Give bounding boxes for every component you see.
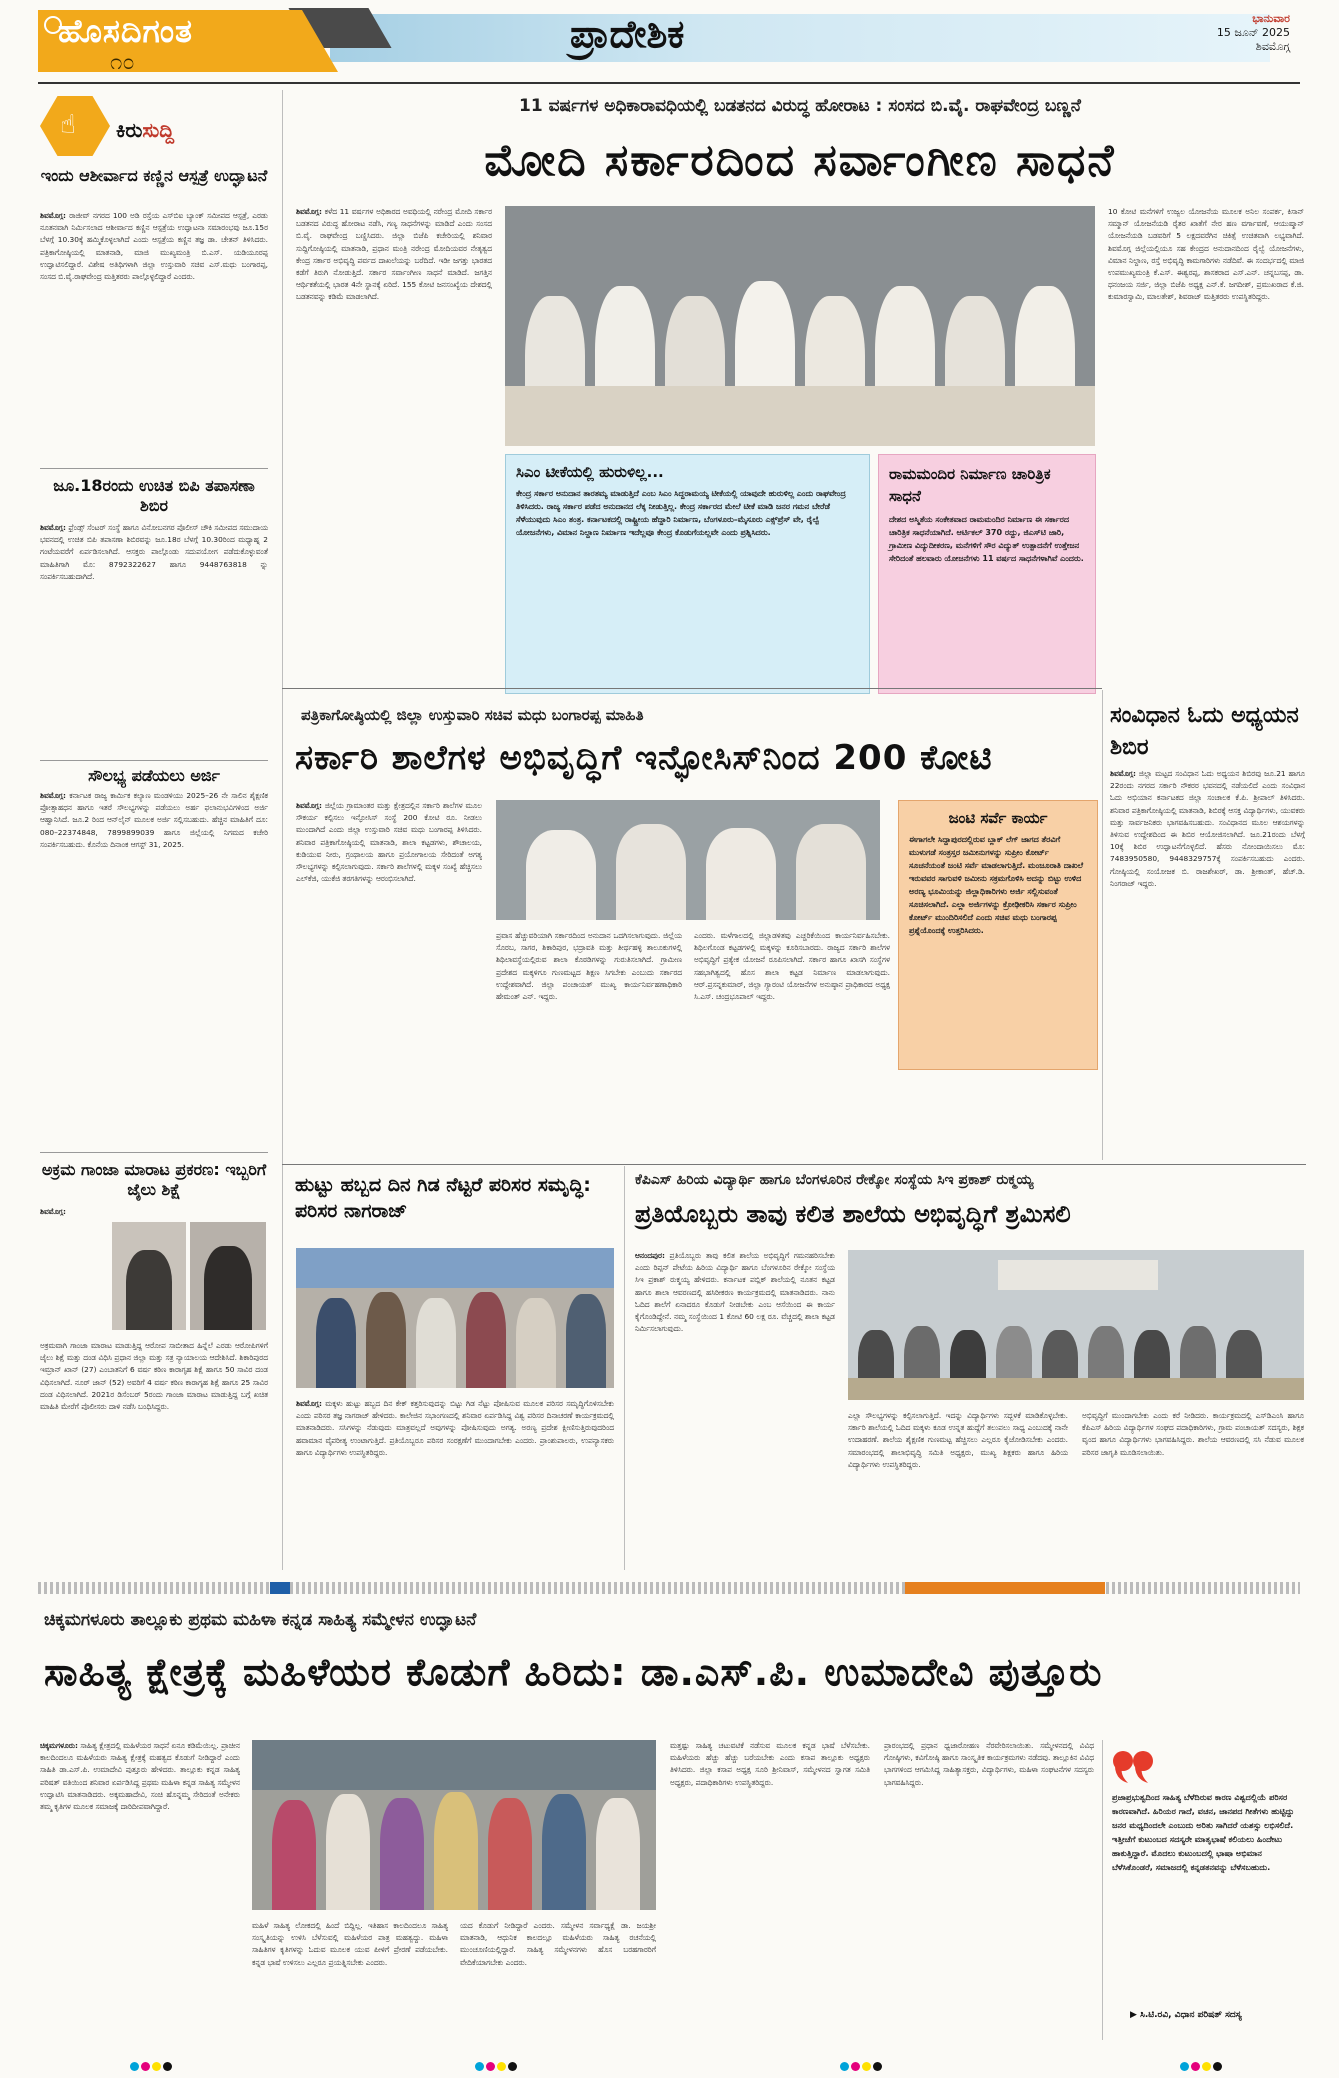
accused-photo-1 xyxy=(112,1222,186,1330)
divider xyxy=(40,468,268,469)
story-body-cont: 10 ಕೋಟಿ ಮನೆಗಳಿಗೆ ಉಜ್ವಲ ಯೋಜನೆಯ ಮೂಲಕ ಅನಿಲ ಸಂಪರ್ಕ, ಕಿಸಾನ್ ಸಮ್ಮಾನ್ ಯೋಜನೆಯಡಿ ರೈತರ ಖಾತೆಗೆ ನೇರ ಹಣ ವರ್ಗಾವಣೆ, ಆಯುಷ್ಮಾನ್ ಯೋಜನೆಯಡಿ ಬಡವರಿಗೆ 5 ಲಕ್ಷದವರೆಗಿನ ಚಿಕಿತ್ಸೆ ಉಚಿತವಾಗಿ ಲಭ್ಯವಾಗಿದೆ. ಶಿವಮೊಗ್ಗ ಜಿಲ್ಲೆಯಲ್ಲಿಯೂ ಸಹ ಕೇಂದ್ರದ ಅನುದಾನದಿಂದ ರೈಲ್ವೆ ಯೋಜನೆಗಳು, ವಿಮಾನ ನಿಲ್ದಾಣ, ರಸ್ತೆ ಅಭಿವೃದ್ಧಿ ಕಾಮಗಾರಿಗಳು ನಡೆದಿವೆ. ಈ ಸಂದರ್ಭದಲ್ಲಿ ಮಾಜಿ ಉಪಮುಖ್ಯಮಂತ್ರಿ ಕೆ.ಎಸ್. ಈಶ್ವರಪ್ಪ, ಶಾಸಕರಾದ ಎಸ್.ಎನ್. ಚನ್ನಬಸಪ್ಪ, ಡಾ. ಧನಂಜಯ ಸರ್ಜಿ, ಜಿಲ್ಲಾ ಬಿಜೆಪಿ ಅಧ್ಯಕ್ಷ ಎನ್.ಕೆ. ಜಗದೀಶ್, ಪ್ರಮುಖರಾದ ಕೆ.ಜಿ. ಕುಮಾರಸ್ವಾಮಿ, ಮಾಲತೇಶ್, ಶಿವರಾಜ್ ಮತ್ತಿತರರು ಉಪಸ್ಥಿತರಿದ್ದರು. xyxy=(1108,207,1304,302)
issue-day: ಭಾನುವಾರ xyxy=(1252,12,1290,25)
brief-text: ಅಕ್ರಮವಾಗಿ ಗಾಂಜಾ ಮಾರಾಟ ಮಾಡುತ್ತಿದ್ದ ಆರೋಪ ಸಾಬೀತಾದ ಹಿನ್ನೆಲೆ ಎರಡು ಆರೋಪಿಗಳಿಗೆ ಜೈಲು ಶಿಕ್ಷೆ ಮತ್ತು ದಂಡ ವಿಧಿಸಿ ಪ್ರಧಾನ ಜಿಲ್ಲಾ ಮತ್ತು ಸತ್ರ ನ್ಯಾಯಾಲಯ ಆದೇಶಿಸಿದೆ. ಶಿಕಾರಿಪುರದ ಇಮ್ರಾನ್ ಖಾನ್ (27) ಎಂಬಾತನಿಗೆ 6 ವರ್ಷ ಕಠಿಣ ಕಾರಾಗೃಹ ಶಿಕ್ಷೆ ಹಾಗೂ 50 ಸಾವಿರ ದಂಡ ವಿಧಿಸಲಾಗಿದೆ. ನೂರ್ ಜಾನ್ (52) ಅವರಿಗೆ 4 ವರ್ಷ ಕಠಿಣ ಕಾರಾಗೃಹ ಶಿಕ್ಷೆ ಹಾಗೂ 25 ಸಾವಿರ ದಂಡ ವಿಧಿಸಲಾಗಿದೆ. 2021ರ ಡಿಸೆಂಬರ್ 5ರಂದು ಗಾಂಜಾ ಮಾರಾಟ ಮಾಡುತ್ತಿದ್ದ ಬಗ್ಗೆ ಖಚಿತ ಮಾಹಿತಿ ಮೇರೆಗೆ ಪೊಲೀಸರು ದಾಳಿ ನಡೆಸಿ ಬಂಧಿಸಿದ್ದರು. xyxy=(40,1341,268,1412)
story-headline: ಸಂವಿಧಾನ ಓದು ಅಧ್ಯಯನ ಶಿಬಿರ xyxy=(1110,703,1299,760)
brief-text: ಫ್ರೆಂಡ್ಸ್ ಸೆಂಟರ್ ಸಂಸ್ಥೆ ಹಾಗೂ ವಿನೋಬನಗರ ಪೊಲೀಸ್ ಚೌಕಿ ಸಮೀಪದ ಸಮುದಾಯ ಭವನದಲ್ಲಿ ಉಚಿತ ಬಿಪಿ ತಪಾಸಣಾ ಶಿಬಿರವನ್ನು ಜೂ.18ರ ಬೆಳಗ್ಗೆ 10.30ರಿಂದ ಮಧ್ಯಾಹ್ನ 2 ಗಂಟೆಯವರೆಗೆ ಏರ್ಪಡಿಸಲಾಗಿದೆ. ಆಸಕ್ತರು ಪಾಲ್ಗೊಂಡು ಸದುಪಯೋಗ ಪಡೆದುಕೊಳ್ಳುವಂತೆ ಮಾಹಿತಿಗಾಗಿ ಮೊ: 8792322627 ಹಾಗೂ 9448763818 ನ್ನು ಸಂಪರ್ಕಿಸಬಹುದಾಗಿದೆ. xyxy=(40,523,268,581)
separator-accent-blue xyxy=(270,1582,290,1594)
brief-dateline: ಶಿವಮೊಗ್ಗ: xyxy=(40,211,66,220)
story-body xyxy=(40,1740,240,2040)
divider xyxy=(282,688,1102,689)
separator-accent-orange xyxy=(905,1582,1105,1594)
story-headline: ಹುಟ್ಟು ಹಬ್ಬದ ದಿನ ಗಿಡ ನೆಟ್ಟರೆ ಪರಿಸರ ಸಮೃದ್ಧಿ: ಪರಿಸರ ನಾಗರಾಜ್ xyxy=(295,1174,591,1222)
story-text: ಸಾಹಿತ್ಯ ಕ್ಷೇತ್ರದಲ್ಲಿ ಮಹಿಳೆಯರ ಸಾಧನೆ ಏನೂ ಕಡಿಮೆಯಿಲ್ಲ. ಪ್ರಾಚೀನ ಕಾಲದಿಂದಲೂ ಮಹಿಳೆಯರು ಸಾಹಿತ್ಯ ಕ್ಷೇತ್ರಕ್ಕೆ ಮಹತ್ವದ ಕೊಡುಗೆ ನೀಡಿದ್ದಾರೆ ಎಂದು ಸಾಹಿತಿ ಡಾ.ಎಸ್.ಪಿ. ಉಮಾದೇವಿ ಪುತ್ತೂರು ಹೇಳಿದರು. ತಾಲ್ಲೂಕು ಕನ್ನಡ ಸಾಹಿತ್ಯ ಪರಿಷತ್ ವತಿಯಿಂದ ಶನಿವಾರ ಏರ್ಪಡಿಸಿದ್ದ ಪ್ರಥಮ ಮಹಿಳಾ ಕನ್ನಡ ಸಾಹಿತ್ಯ ಸಮ್ಮೇಳನ ಉದ್ಘಾಟಿಸಿ ಮಾತನಾಡಿದರು. ಅಕ್ಕಮಹಾದೇವಿ, ಸಂಚಿ ಹೊನ್ನಮ್ಮ ಸೇರಿದಂತೆ ಅನೇಕರು ತಮ್ಮ ಕೃತಿಗಳ ಮೂಲಕ ಸಮಾಜಕ್ಕೆ ದಾರಿದೀಪವಾಗಿದ್ದಾರೆ. xyxy=(40,1741,240,1812)
story-text: ಜಿಲ್ಲೆಯ ಗ್ರಾಮಾಂತರ ಮತ್ತು ಕ್ಷೇತ್ರದಲ್ಲಿನ ಸರ್ಕಾರಿ ಶಾಲೆಗಳ ಮೂಲ ಸೌಕರ್ಯ ಕಲ್ಪಿಸಲು ಇನ್ಫೋಸಿಸ್ ಸಂಸ್ಥೆ 200 ಕೋಟಿ ರೂ. ನೀಡಲು ಮುಂದಾಗಿದೆ ಎಂದು ಜಿಲ್ಲಾ ಉಸ್ತುವಾರಿ ಸಚಿವ ಮಧು ಬಂಗಾರಪ್ಪ ತಿಳಿಸಿದರು. ಶನಿವಾರ ಪತ್ರಿಕಾಗೋಷ್ಠಿಯಲ್ಲಿ ಮಾತನಾಡಿ, ಶಾಲಾ ಕಟ್ಟಡಗಳು, ಶೌಚಾಲಯ, ಕುಡಿಯುವ ನೀರು, ಗ್ರಂಥಾಲಯ ಹಾಗೂ ಪ್ರಯೋಗಾಲಯ ಸೇರಿದಂತೆ ಅಗತ್ಯ ಸೌಲಭ್ಯಗಳನ್ನು ಕಲ್ಪಿಸಲಾಗುವುದು. ಸರ್ಕಾರಿ ಶಾಲೆಗಳಲ್ಲಿ ಮಕ್ಕಳ ಸಂಖ್ಯೆ ಹೆಚ್ಚಿಸಲು ಎಲ್‌ಕೆಜಿ, ಯುಕೆಜಿ ತರಗತಿಗಳನ್ನು ಆರಂಭಿಸಲಾಗಿದೆ. xyxy=(296,801,482,884)
story-dateline: ಶಿವಮೊಗ್ಗ: xyxy=(296,207,322,216)
story-body xyxy=(296,1398,614,1564)
story-headline: ಸರ್ಕಾರಿ ಶಾಲೆಗಳ ಅಭಿವೃದ್ಧಿಗೆ ಇನ್ಫೋಸಿಸ್‌ನಿಂದ 200 ಕೋಟಿ xyxy=(295,738,993,778)
story-kicker: ಚಿಕ್ಕಮಗಳೂರು ತಾಲ್ಲೂಕು ಪ್ರಥಮ ಮಹಿಳಾ ಕನ್ನಡ ಸಾಹಿತ್ಯ ಸಮ್ಮೇಳನ ಉದ್ಘಾಟನೆ xyxy=(44,1610,477,1630)
divider xyxy=(40,1152,268,1153)
box-title: ಸಿಎಂ ಟೀಕೆಯಲ್ಲಿ ಹುರುಳಿಲ್ಲ... xyxy=(516,463,664,481)
issue-date: 15 ಜೂನ್ 2025 xyxy=(1216,26,1290,39)
brief-headline: ಜೂ.18ರಂದು ಉಚಿತ ಬಿಪಿ ತಪಾಸಣಾ ಶಿಬಿರ xyxy=(53,476,255,515)
sidebar-box-survey xyxy=(898,800,1098,1070)
story-body: ಪ್ರಾರಂಭದಲ್ಲಿ ಪ್ರಧಾನ ಧ್ವಜಾರೋಹಣ ನೆರವೇರಿಸಲಾಯಿತು. ಸಮ್ಮೇಳನದಲ್ಲಿ ವಿವಿಧ ಗೋಷ್ಠಿಗಳು, ಕವಿಗೋಷ್ಠಿ ಹಾಗೂ ಸಾಂಸ್ಕೃತಿಕ ಕಾರ್ಯಕ್ರಮಗಳು ನಡೆದವು. ತಾಲ್ಲೂಕಿನ ವಿವಿಧ ಭಾಗಗಳಿಂದ ಆಗಮಿಸಿದ್ದ ಸಾಹಿತ್ಯಾಸಕ್ತರು, ವಿದ್ಯಾರ್ಥಿಗಳು, ಮಹಿಳಾ ಸಂಘಟನೆಗಳ ಸದಸ್ಯರು ಭಾಗವಹಿಸಿದ್ದರು. xyxy=(884,1741,1094,1787)
story-text: ಮಕ್ಕಳು ಹುಟ್ಟು ಹಬ್ಬದ ದಿನ ಕೇಕ್ ಕತ್ತರಿಸುವುದನ್ನು ಬಿಟ್ಟು ಗಿಡ ನೆಟ್ಟು ಪೋಷಿಸುವ ಮೂಲಕ ಪರಿಸರ ಸಮೃದ್ಧಿಗೊಳಿಸಬೇಕು ಎಂದು ಪರಿಸರ ತಜ್ಞ ನಾಗರಾಜ್ ಹೇಳಿದರು. ಕಾಲೇಜಿನ ಸಭಾಂಗಣದಲ್ಲಿ ಶನಿವಾರ ಏರ್ಪಡಿಸಿದ್ದ ವಿಶ್ವ ಪರಿಸರ ದಿನಾಚರಣೆ ಕಾರ್ಯಕ್ರಮದಲ್ಲಿ ಮಾತನಾಡಿದರು. ಸಸಿಗಳನ್ನು ನೆಡುವುದು ಮಾತ್ರವಲ್ಲದೆ ಅವುಗಳನ್ನು ಪೋಷಿಸುವುದು ಅಗತ್ಯ. ಅರಣ್ಯ ಪ್ರದೇಶ ಕ್ಷೀಣಿಸುತ್ತಿರುವುದರಿಂದ ಹವಾಮಾನ ವೈಪರೀತ್ಯ ಉಂಟಾಗುತ್ತಿದೆ. ಪ್ರತಿಯೊಬ್ಬರೂ ಪರಿಸರ ಸಂರಕ್ಷಣೆಗೆ ಮುಂದಾಗಬೇಕು ಎಂದರು. ಪ್ರಾಂಶುಪಾಲರು, ಉಪನ್ಯಾಸಕರು ಹಾಗೂ ವಿದ್ಯಾರ್ಥಿಗಳು ಉಪಸ್ಥಿತರಿದ್ದರು. xyxy=(296,1399,614,1457)
brief-headline: ಸೌಲಭ್ಯ ಪಡೆಯಲು ಅರ್ಜಿ xyxy=(88,766,220,785)
column-divider xyxy=(282,90,283,1570)
story-headline: ಪ್ರತಿಯೊಬ್ಬರು ತಾವು ಕಲಿತ ಶಾಲೆಯ ಅಭಿವೃದ್ಧಿಗೆ ಶ್ರಮಿಸಲಿ xyxy=(635,1200,1071,1228)
hand-icon: ☝ xyxy=(60,110,76,140)
box-text: ದೇಶದ ಅಸ್ಮಿತೆಯ ಸಂಕೇತವಾದ ರಾಮಮಂದಿರ ನಿರ್ಮಾಣ ಈ ಸರ್ಕಾರದ ಚಾರಿತ್ರಿಕ ಸಾಧನೆಯಾಗಿದೆ. ಆರ್ಟಿಕಲ್ 370 ರದ್ದು, ಜಿಎಸ್‌ಟಿ ಜಾರಿ, ಗ್ರಾಮೀಣ ವಿದ್ಯುದೀಕರಣ, ಮನೆಗಳಿಗೆ ಸೌರ ವಿದ್ಯುತ್ ಉತ್ಪಾದನೆಗೆ ಉತ್ತೇಜನ ಸೇರಿದಂತೆ ಹಲವಾರು ಯೋಜನೆಗಳು 11 ವರ್ಷದ ಸಾಧನೆಗಳಾಗಿವೆ ಎಂದರು. xyxy=(889,515,1084,563)
story-text: ಕಳೆದ 11 ವರ್ಷಗಳ ಅಧಿಕಾರದ ಅವಧಿಯಲ್ಲಿ ನರೇಂದ್ರ ಮೋದಿ ಸರ್ಕಾರ ಬಡತನದ ವಿರುದ್ಧ ಹೋರಾಟ ನಡೆಸಿ, ಗಣ್ಯ ಸಾಧನೆಗಳನ್ನು ಮಾಡಿದೆ ಎಂದು ಸಂಸದ ಬಿ.ವೈ. ರಾಘವೇಂದ್ರ ಬಣ್ಣಿಸಿದರು. ಜಿಲ್ಲಾ ಬಿಜೆಪಿ ಕಚೇರಿಯಲ್ಲಿ ಶನಿವಾರ ಸುದ್ದಿಗೋಷ್ಠಿಯಲ್ಲಿ ಮಾತನಾಡಿ, ಪ್ರಧಾನ ಮಂತ್ರಿ ನರೇಂದ್ರ ಮೋದಿಯವರ ನೇತೃತ್ವದ ಕೇಂದ್ರ ಸರ್ಕಾರ ಅಭಿವೃದ್ಧಿ ಪರ್ವದ ದಾಖಲೆಯನ್ನು ಬರೆದಿದೆ. ಇಡೀ ಜಗತ್ತು ಭಾರತದ ಕಡೆಗೆ ತಿರುಗಿ ನೋಡುತ್ತಿದೆ. ಸರ್ಕಾರ ಸರ್ವಾಂಗೀಣ ಸಾಧನೆ ಮಾಡಿದೆ. ಜಗತ್ತಿನ ಆರ್ಥಿಕತೆಯಲ್ಲಿ ಭಾರತ 4ನೇ ಸ್ಥಾನಕ್ಕೆ ಏರಿದೆ. 155 ಕೋಟಿ ಜನಸಂಖ್ಯೆಯ ದೇಶದಲ್ಲಿ ಬಡತನವನ್ನು ಕಡಿಮೆ ಮಾಡಲಾಗಿದೆ. xyxy=(296,207,492,302)
registration-marks xyxy=(1180,2062,1222,2071)
brief-dateline: ಶಿವಮೊಗ್ಗ: xyxy=(40,523,66,532)
story-body: ಪ್ರವಾಸ ಹೆಚ್ಚುವರಿಯಾಗಿ ಸರ್ಕಾರದಿಂದ ಅನುದಾನ ಒದಗಿಸಲಾಗುವುದು. ಜಿಲ್ಲೆಯ ಸೊರಬ, ಸಾಗರ, ಶಿಕಾರಿಪುರ, ಭದ್ರಾವತಿ ಮತ್ತು ತೀರ್ಥಹಳ್ಳಿ ತಾಲೂಕುಗಳಲ್ಲಿ ಶಿಥಿಲಾವಸ್ಥೆಯಲ್ಲಿರುವ ಶಾಲಾ ಕೊಠಡಿಗಳನ್ನು ಗುರುತಿಸಲಾಗಿದೆ. ಗ್ರಾಮೀಣ ಪ್ರದೇಶದ ಮಕ್ಕಳಿಗೂ ಗುಣಮಟ್ಟದ ಶಿಕ್ಷಣ ಸಿಗಬೇಕು ಎಂಬುದು ಸರ್ಕಾರದ ಉದ್ದೇಶವಾಗಿದೆ. ಜಿಲ್ಲಾ ಪಂಚಾಯತ್ ಮುಖ್ಯ ಕಾರ್ಯನಿರ್ವಹಣಾಧಿಕಾರಿ ಹೇಮಂತ್ ಎನ್. ಇದ್ದರು. xyxy=(496,931,682,1002)
registration-marks xyxy=(130,2062,172,2071)
issue-city: ಶಿವಮೊಗ್ಗ xyxy=(1255,40,1290,53)
registration-marks xyxy=(475,2062,517,2071)
arrow-icon: ▶ xyxy=(1130,2010,1137,2020)
box-title: ರಾಮಮಂದಿರ ನಿರ್ಮಾಣ ಚಾರಿತ್ರಿಕ ಸಾಧನೆ xyxy=(889,465,1051,505)
brief-body xyxy=(40,522,268,752)
story-dateline: ಶಿವಮೊಗ್ಗ: xyxy=(296,1399,322,1408)
column-divider xyxy=(624,1166,625,1570)
story-dateline: ಶಿವಮೊಗ್ಗ: xyxy=(1110,769,1136,778)
masthead-rule xyxy=(38,82,1300,84)
sidebar-box-ram xyxy=(878,454,1096,694)
dateline-box xyxy=(1150,12,1290,54)
brief-dateline: ಶಿವಮೊಗ್ಗ: xyxy=(40,1207,66,1216)
story-kicker: ಪತ್ರಿಕಾಗೋಷ್ಠಿಯಲ್ಲಿ ಜಿಲ್ಲಾ ಉಸ್ತುವಾರಿ ಸಚಿವ ಮಧು ಬಂಗಾರಪ್ಪ ಮಾಹಿತಿ xyxy=(301,706,644,724)
story-body: ಎಂದರು. ಮಳೆಗಾಲದಲ್ಲಿ ಜಿಲ್ಲಾಡಳಿತವು ಎಚ್ಚರಿಕೆಯಿಂದ ಕಾರ್ಯನಿರ್ವಹಿಸಬೇಕು. ಶಿಥಿಲಗೊಂಡ ಕಟ್ಟಡಗಳಲ್ಲಿ ಮಕ್ಕಳನ್ನು ಕೂರಿಸಬಾರದು. ರಾಜ್ಯದ ಸರ್ಕಾರಿ ಶಾಲೆಗಳ ಅಭಿವೃದ್ಧಿಗೆ ಪ್ರತ್ಯೇಕ ಯೋಜನೆ ರೂಪಿಸಲಾಗಿದೆ. ಸರ್ಕಾರ ಹಾಗೂ ಖಾಸಗಿ ಸಂಸ್ಥೆಗಳ ಸಹಭಾಗಿತ್ವದಲ್ಲಿ ಹೊಸ ಶಾಲಾ ಕಟ್ಟಡ ನಿರ್ಮಾಣ ಮಾಡಲಾಗುವುದು. ಆರ್.ಪ್ರಸನ್ನಕುಮಾರ್, ಜಿಲ್ಲಾ ಗ್ಯಾರಂಟಿ ಯೋಜನೆಗಳ ಅನುಷ್ಠಾನ ಪ್ರಾಧಿಕಾರದ ಅಧ್ಯಕ್ಷ ಸಿ.ಎಸ್. ಚಂದ್ರಭೂಪಾಲ್ ಇದ್ದರು. xyxy=(694,931,890,1002)
brief-headline: ಅಕ್ರಮ ಗಾಂಜಾ ಮಾರಾಟ ಪ್ರಕರಣ: ಇಬ್ಬರಿಗೆ ಜೈಲು ಶಿಕ್ಷೆ xyxy=(41,1160,267,1199)
story-body xyxy=(635,1250,835,1566)
story-body: ಮತ್ತಷ್ಟು ಸಾಹಿತ್ಯ ಚಟುವಟಿಕೆ ನಡೆಸುವ ಮೂಲಕ ಕನ್ನಡ ಭಾಷೆ ಬೆಳೆಸಬೇಕು. ಮಹಿಳೆಯರು ಹೆಚ್ಚು ಹೆಚ್ಚು ಬರೆಯಬೇಕು ಎಂದು ಕಸಾಪ ತಾಲ್ಲೂಕು ಅಧ್ಯಕ್ಷರು ತಿಳಿಸಿದರು. ಜಿಲ್ಲಾ ಕಸಾಪ ಅಧ್ಯಕ್ಷ ಸೂರಿ ಶ್ರೀನಿವಾಸ್, ಸಮ್ಮೇಳನದ ಸ್ವಾಗತ ಸಮಿತಿ ಅಧ್ಯಕ್ಷರು, ಪದಾಧಿಕಾರಿಗಳು ಉಪಸ್ಥಿತರಿದ್ದರು. xyxy=(670,1741,870,1787)
story-body: ಮಹಿಳೆ ಸಾಹಿತ್ಯ ಲೋಕದಲ್ಲಿ ಹಿಂದೆ ಬಿದ್ದಿಲ್ಲ. ಇತಿಹಾಸ ಕಾಲದಿಂದಲೂ ಸಾಹಿತ್ಯ ಸಂಸ್ಕೃತಿಯನ್ನು ಉಳಿಸಿ ಬೆಳೆಸುವಲ್ಲಿ ಮಹಿಳೆಯರ ಪಾತ್ರ ಮಹತ್ವದ್ದು. ಮಹಿಳಾ ಸಾಹಿತಿಗಳ ಕೃತಿಗಳನ್ನು ಓದುವ ಮೂಲಕ ಯುವ ಪೀಳಿಗೆ ಪ್ರೇರಣೆ ಪಡೆಯಬೇಕು. ಕನ್ನಡ ಭಾಷೆ ಉಳಿಸಲು ಎಲ್ಲರೂ ಪ್ರಯತ್ನಿಸಬೇಕು ಎಂದರು. xyxy=(252,1921,448,1967)
brief-body xyxy=(40,1206,108,1336)
story-body: ಎಲ್ಲಾ ಸೌಲಭ್ಯಗಳನ್ನು ಕಲ್ಪಿಸಲಾಗುತ್ತಿದೆ. ಇದನ್ನು ವಿದ್ಯಾರ್ಥಿಗಳು ಸದ್ಬಳಕೆ ಮಾಡಿಕೊಳ್ಳಬೇಕು. ಸರ್ಕಾರಿ ಶಾಲೆಯಲ್ಲಿ ಓದಿದ ಮಕ್ಕಳು ಕೂಡ ಉನ್ನತ ಹುದ್ದೆಗೆ ತಲುಪಲು ಸಾಧ್ಯ ಎಂಬುದಕ್ಕೆ ನಾನೇ ಉದಾಹರಣೆ. ಶಾಲೆಯ ಶೈಕ್ಷಣಿಕ ಗುಣಮಟ್ಟ ಹೆಚ್ಚಿಸಲು ಎಲ್ಲರೂ ಕೈಜೋಡಿಸಬೇಕು ಎಂದರು. ಸಮಾರಂಭದಲ್ಲಿ ಶಾಲಾಭಿವೃದ್ಧಿ ಸಮಿತಿ ಅಧ್ಯಕ್ಷರು, ಮುಖ್ಯ ಶಿಕ್ಷಕರು ಹಾಗೂ ಹಿರಿಯ ವಿದ್ಯಾರ್ಥಿಗಳು ಉಪಸ್ಥಿತರಿದ್ದರು. xyxy=(848,1411,1068,1469)
suddi-label: ಸುದ್ದಿ xyxy=(142,118,175,142)
school-event-photo xyxy=(848,1250,1304,1400)
minister-press-photo xyxy=(496,800,880,920)
brief-dateline: ಶಿವಮೊಗ್ಗ: xyxy=(40,791,66,800)
story-headline: ಸಾಹಿತ್ಯ ಕ್ಷೇತ್ರಕ್ಕೆ ಮಹಿಳೆಯರ ಕೊಡುಗೆ ಹಿರಿದು: ಡಾ.ಎಸ್.ಪಿ. ಉಮಾದೇವಿ ಪುತ್ತೂರು xyxy=(44,1650,1103,1694)
story-text: ಜಿಲ್ಲಾ ಮಟ್ಟದ ಸಂವಿಧಾನ ಓದು ಅಧ್ಯಯನ ಶಿಬಿರವು ಜೂ.21 ಹಾಗೂ 22ರಂದು ನಗರದ ಸರ್ಕಾರಿ ನೌಕರರ ಭವನದಲ್ಲಿ ನಡೆಯಲಿದೆ ಎಂದು ಸಂವಿಧಾನ ಓದು ಅಭಿಯಾನ ಕರ್ನಾಟಕದ ಜಿಲ್ಲಾ ಸಂಚಾಲಕ ಕೆ.ಪಿ. ಶ್ರೀಪಾಲ್ ತಿಳಿಸಿದರು. ಶನಿವಾರ ಪತ್ರಿಕಾಗೋಷ್ಠಿಯಲ್ಲಿ ಮಾತನಾಡಿ, ಶಿಬಿರಕ್ಕೆ ಆಸಕ್ತ ವಿದ್ಯಾರ್ಥಿಗಳು, ಯುವಕರು ಮತ್ತು ಸಾರ್ವಜನಿಕರು ಭಾಗವಹಿಸಬಹುದು. ಸಂವಿಧಾನದ ಮೂಲ ಆಶಯಗಳನ್ನು ತಿಳಿಸುವ ಉದ್ದೇಶದಿಂದ ಈ ಶಿಬಿರ ಆಯೋಜಿಸಲಾಗಿದೆ. ಜೂ.21ರಂದು ಬೆಳಗ್ಗೆ 10ಕ್ಕೆ ಶಿಬಿರ ಉದ್ಘಾಟನೆಗೊಳ್ಳಲಿದೆ. ಹೆಸರು ನೋಂದಾಯಿಸಲು ಮೊ: 7483950580, 9448329757ಕ್ಕೆ ಸಂಪರ್ಕಿಸಬಹುದು ಎಂದರು. ಗೋಷ್ಠಿಯಲ್ಲಿ ಸಂಯೋಜಕ ಬಿ. ರಾಜಶೇಖರ್, ಡಾ. ಶ್ರೀಕಾಂತ್, ಹೆಚ್.ಡಿ. ನಿಂಗರಾಜ್ ಇದ್ದರು. xyxy=(1110,769,1305,888)
story-body: ಯದ ಕೊಡುಗೆ ನೀಡಿದ್ದಾರೆ ಎಂದರು. ಸಮ್ಮೇಳನ ಸರ್ವಾಧ್ಯಕ್ಷೆ ಡಾ. ಜಯಶ್ರೀ ಮಾತನಾಡಿ, ಆಧುನಿಕ ಕಾಲದಲ್ಲೂ ಮಹಿಳೆಯರು ಸಾಹಿತ್ಯ ರಚನೆಯಲ್ಲಿ ಮುಂಚೂಣಿಯಲ್ಲಿದ್ದಾರೆ. ಸಾಹಿತ್ಯ ಸಮ್ಮೇಳನಗಳು ಹೊಸ ಬರಹಗಾರರಿಗೆ ವೇದಿಕೆಯಾಗಬೇಕು ಎಂದರು. xyxy=(460,1921,656,1967)
kiru-label: ಕಿರು xyxy=(116,118,143,142)
box-title: ಜಂಟಿ ಸರ್ವೆ ಕಾರ್ಯ xyxy=(948,809,1048,827)
column-divider xyxy=(1102,1740,1103,2040)
accused-photo-2 xyxy=(190,1222,266,1330)
box-text: ಕೇಂದ್ರ ಸರ್ಕಾರ ಅನುದಾನ ತಾರತಮ್ಯ ಮಾಡುತ್ತಿದೆ ಎಂಬ ಸಿಎಂ ಸಿದ್ದರಾಮಯ್ಯ ಟೀಕೆಯಲ್ಲಿ ಯಾವುದೇ ಹುರುಳಿಲ್ಲ ಎಂದು ರಾಘವೇಂದ್ರ ತಿಳಿಸಿದರು. ರಾಜ್ಯ ಸರ್ಕಾರ ಪಡೆದ ಅನುದಾನದ ಲೆಕ್ಕ ನೀಡುತ್ತಿಲ್ಲ. ಕೇಂದ್ರ ಸರ್ಕಾರದ ಮೇಲೆ ಟೀಕೆ ಮಾಡಿ ಜನರ ಗಮನ ಬೇರೆಡೆ ಸೆಳೆಯುವುದು ಸಿಎಂ ತಂತ್ರ. ಕರ್ನಾಟಕದಲ್ಲಿ ರಾಷ್ಟ್ರೀಯ ಹೆದ್ದಾರಿ ನಿರ್ಮಾಣ, ಬೆಂಗಳೂರು–ಮೈಸೂರು ಎಕ್ಸ್‌ಪ್ರೆಸ್ ವೇ, ರೈಲ್ವೆ ಯೋಜನೆಗಳು, ವಿಮಾನ ನಿಲ್ದಾಣ ನಿರ್ಮಾಣ ಇದೆಲ್ಲವೂ ಕೇಂದ್ರ ಕೊಡುಗೆಯಲ್ಲವೇ ಎಂದು ಪ್ರಶ್ನಿಸಿದರು. xyxy=(516,489,846,537)
section-band xyxy=(330,14,1270,62)
brief-text: ಕರ್ನಾಟಕ ರಾಜ್ಯ ಕಾರ್ಮಿಕ ಕಲ್ಯಾಣ ಮಂಡಳಿಯು 2025–26 ನೇ ಸಾಲಿನ ಶೈಕ್ಷಣಿಕ ಪ್ರೋತ್ಸಾಹಧನ ಹಾಗೂ ಇತರೆ ಸೌಲಭ್ಯಗಳನ್ನು ಪಡೆಯಲು ಅರ್ಹ ಫಲಾನುಭವಿಗಳಿಂದ ಅರ್ಜಿ ಆಹ್ವಾನಿಸಿದೆ. ಜೂ.2 ರಿಂದ ಆನ್‌ಲೈನ್ ಮೂಲಕ ಅರ್ಜಿ ಸಲ್ಲಿಸಬಹುದು. ಹೆಚ್ಚಿನ ಮಾಹಿತಿಗೆ ದೂ: 080–22374848, 7899899039 ಹಾಗೂ ಜಿಲ್ಲೆಯಲ್ಲಿ ನಿಗಮದ ಕಚೇರಿ ಸಂಪರ್ಕಿಸಬಹುದು. ಕೊನೆಯ ದಿನಾಂಕ ಆಗಸ್ಟ್ 31, 2025. xyxy=(40,791,268,849)
column-divider xyxy=(1102,690,1103,1160)
pull-quote-attribution xyxy=(1130,2010,1305,2020)
section-title: ಪ್ರಾದೇಶಿಕ xyxy=(570,12,685,56)
registration-marks xyxy=(840,2062,882,2071)
sidebar-box-cm xyxy=(505,454,870,694)
quote-icon xyxy=(1110,1745,1154,1789)
story-dateline: ಆನಂದಪುರ: xyxy=(635,1251,665,1260)
section-separator xyxy=(38,1582,1300,1594)
box-text: ಈಗಾಗಲೇ ಸಿದ್ದಾಪುರದಲ್ಲಿರುವ ಬ್ಲಾಕ್ ಲೆಗ್ ಜಾಗದ ತೆರವಿಗೆ ಮುಳುಗಡೆ ಸಂತ್ರಸ್ತರ ಜಮೀನುಗಳನ್ನು ಸುಪ್ರೀಂ ಕೋರ್ಟ್ ಸೂಚನೆಯಂತೆ ಜಂಟಿ ಸರ್ವೆ ಮಾಡಲಾಗುತ್ತಿದೆ. ಮಂಜೂರಾತಿ ದಾಖಲೆ ಇರುವವರ ಸಾಗುವಳಿ ಜಮೀನು ಸಕ್ರಮಗೊಳಿಸಿ ಅದನ್ನು ಬಿಟ್ಟು ಉಳಿದ ಅರಣ್ಯ ಭೂಮಿಯನ್ನು ಜಿಲ್ಲಾಧಿಕಾರಿಗಳು ಅರ್ಜಿ ಸಲ್ಲಿಸುವಂತೆ ಸೂಚಿಸಲಾಗಿದೆ. ಎಲ್ಲಾ ಅರ್ಜಿಗಳನ್ನು ಕ್ರೋಢೀಕರಿಸಿ ಸರ್ಕಾರ ಸುಪ್ರೀಂ ಕೋರ್ಟ್ ಮುಂದಿರಿಸಲಿದೆ ಎಂದು ಸಚಿವ ಮಧು ಬಂಗಾರಪ್ಪ ಪ್ರಶ್ನೆಯೊಂದಕ್ಕೆ ಉತ್ತರಿಸಿದರು. xyxy=(909,835,1084,935)
page-number: ೧೦ xyxy=(110,50,135,75)
quote-author: ಸಿ.ಟಿ.ರವಿ, ವಿಧಾನ ಪರಿಷತ್ ಸದಸ್ಯ xyxy=(1140,2010,1242,2020)
brief-body xyxy=(40,210,268,460)
divider xyxy=(40,760,268,761)
newspaper-name: ಹೊಸದಿಗಂತ xyxy=(58,12,193,50)
story-body: ಅಭಿವೃದ್ಧಿಗೆ ಮುಂದಾಗಬೇಕು ಎಂದು ಕರೆ ನೀಡಿದರು. ಕಾರ್ಯಕ್ರಮದಲ್ಲಿ ಎಸ್‌ಡಿಎಂಸಿ ಹಾಗೂ ಕೆಪಿಎಸ್ ಹಿರಿಯ ವಿದ್ಯಾರ್ಥಿಗಳ ಸಂಘದ ಪದಾಧಿಕಾರಿಗಳು, ಗ್ರಾಮ ಪಂಚಾಯತ್ ಸದಸ್ಯರು, ಶಿಕ್ಷಕ ವೃಂದ ಹಾಗೂ ವಿದ್ಯಾರ್ಥಿಗಳು ಭಾಗವಹಿಸಿದ್ದರು. ಶಾಲೆಯ ಆವರಣದಲ್ಲಿ ಸಸಿ ನೆಡುವ ಮೂಲಕ ಪರಿಸರ ಜಾಗೃತಿ ಮೂಡಿಸಲಾಯಿತು. xyxy=(1082,1411,1304,1457)
environment-event-photo xyxy=(296,1248,614,1388)
divider xyxy=(282,1164,1306,1165)
story-text: ಪ್ರತಿಯೊಬ್ಬರು ತಾವು ಕಲಿತ ಶಾಲೆಯ ಅಭಿವೃದ್ಧಿಗೆ ಗಮನಹರಿಸಬೇಕು ಎಂದು ರಿಪ್ಪನ್ ಪೇಟೆಯ ಹಿರಿಯ ವಿದ್ಯಾರ್ಥಿ ಹಾಗೂ ಬೆಂಗಳೂರಿನ ರೇಕ್ಕೋ ಸಂಸ್ಥೆಯ ಸಿಇ ಪ್ರಕಾಶ್ ರುಕ್ಮಯ್ಯ ಹೇಳಿದರು. ಕರ್ನಾಟಕ ಪಬ್ಲಿಕ್ ಶಾಲೆಯಲ್ಲಿ ನೂತನ ಕಟ್ಟಡ ಹಾಗೂ ಶಾಲಾ ಆವರಣದಲ್ಲಿ ಹಸಿರೀಕರಣ ಕಾರ್ಯಕ್ರಮದಲ್ಲಿ ಮಾತನಾಡಿದರು. ನಾನು ಓದಿದ ಶಾಲೆಗೆ ಏನಾದರೂ ಕೊಡುಗೆ ನೀಡಬೇಕು ಎಂಬ ಆಸೆಯಿಂದ ಈ ಕಾರ್ಯ ಕೈಗೊಂಡಿದ್ದೇನೆ. ನಮ್ಮ ಸಂಸ್ಥೆಯಿಂದ 1 ಕೋಟಿ 60 ಲಕ್ಷ ರೂ. ವೆಚ್ಚದಲ್ಲಿ ಶಾಲಾ ಕಟ್ಟಡ ನಿರ್ಮಿಸಲಾಗುವುದು. xyxy=(635,1251,835,1334)
story-body xyxy=(296,206,492,696)
story-headline: ಮೋದಿ ಸರ್ಕಾರದಿಂದ ಸರ್ವಾಂಗೀಣ ಸಾಧನೆ xyxy=(484,135,1116,186)
brief-headline: ಇಂದು ಆಶೀರ್ವಾದ ಕಣ್ಣಿನ ಆಸ್ಪತ್ರೆ ಉದ್ಘಾಟನೆ xyxy=(40,166,268,185)
story-body xyxy=(296,800,482,1160)
story-dateline: ಶಿವಮೊಗ್ಗ: xyxy=(296,801,322,810)
story-dateline: ಚಿಕ್ಕಮಗಳೂರು: xyxy=(40,1741,78,1750)
press-meet-photo xyxy=(505,206,1095,446)
story-body xyxy=(1110,768,1305,1158)
story-kicker: 11 ವರ್ಷಗಳ ಅಧಿಕಾರಾವಧಿಯಲ್ಲಿ ಬಡತನದ ವಿರುದ್ಧ ಹೋರಾಟ : ಸಂಸದ ಬಿ.ವೈ. ರಾಘವೇಂದ್ರ ಬಣ್ಣನೆ xyxy=(519,96,1081,116)
kiru-suddi-title xyxy=(116,118,174,142)
brief-text: ರಾಜೀವ್ ನಗರದ 100 ಅಡಿ ರಸ್ತೆಯ ಎಸ್‌ಬಿಐ ಬ್ಯಾಂಕ್ ಸಮೀಪದ ಆಸ್ಪತ್ರೆ, ಎರಡು ನೂತನವಾಗಿ ನಿರ್ಮಿಸಲಾದ ಆಶೀರ್ವಾದ ಕಣ್ಣಿನ ಆಸ್ಪತ್ರೆಯ ಉದ್ಘಾಟನಾ ಸಮಾರಂಭವು ಜೂ.15ರ ಬೆಳಗ್ಗೆ 10.30ಕ್ಕೆ ಹಮ್ಮಿಕೊಳ್ಳಲಾಗಿದೆ ಎಂದು ಆಸ್ಪತ್ರೆಯ ಕಣ್ಣಿನ ತಜ್ಞ ಡಾ. ಚೇತನ್ ತಿಳಿಸಿದರು. ಪತ್ರಿಕಾಗೋಷ್ಠಿಯಲ್ಲಿ ಮಾತನಾಡಿ, ಮಾಜಿ ಮುಖ್ಯಮಂತ್ರಿ ಬಿ.ಎಸ್. ಯಡಿಯೂರಪ್ಪ ಉದ್ಘಾಟಿಸಲಿದ್ದಾರೆ. ವಿಶೇಷ ಅತಿಥಿಗಳಾಗಿ ಜಿಲ್ಲಾ ಉಸ್ತುವಾರಿ ಸಚಿವ ಎಸ್.ಮಧು ಬಂಗಾರಪ್ಪ, ಸಂಸದ ಬಿ.ವೈ.ರಾಘವೇಂದ್ರ ಮತ್ತಿತರರು ಪಾಲ್ಗೊಳ್ಳಲಿದ್ದಾರೆ ಎಂದರು. xyxy=(40,211,268,282)
brief-body xyxy=(40,790,268,1150)
pull-quote: ಪ್ರಜಾಪ್ರಭುತ್ವದಿಂದ ಸಾಹಿತ್ಯ ಬೆಳೆದಿರುವ ಕಾರಣ ವಿಶ್ವದಲ್ಲಿಯೆ ಪರಿಸರ ಕಾರಣವಾಗಿದೆ. ಹಿರಿಯರ ಗಾದೆ, ವಚನ, ಜಾನಪದ ಗೀತೆಗಳು ಹುಟ್ಟಿದ್ದು ಜನರ ಮಧ್ಯದಿಂದಲೇ ಎಂಬುದು ಅರಿತು ಸಾಗಿದರೆ ಯಶಸ್ಸು ಲಭಿಸಲಿದೆ. ಇತ್ತೀಚೆಗೆ ಕುಟುಂಬದ ಸದಸ್ಯರೇ ಮಾತೃಭಾಷೆ ಕಲಿಯಲು ಹಿಂದೇಟು ಹಾಕುತ್ತಿದ್ದಾರೆ. ಮೊದಲು ಕುಟುಂಬದಲ್ಲಿ ಭಾಷಾ ಅಭಿಮಾನ ಬೆಳೆಸಿಕೊಂಡರೆ, ಸಮಾಜದಲ್ಲಿ ಕನ್ನಡತನವನ್ನು ಬೆಳೆಸಬಹುದು. xyxy=(1112,1792,1295,1872)
sammelana-photo xyxy=(252,1740,656,1910)
story-kicker: ಕೆಪಿಎಸ್ ಹಿರಿಯ ವಿದ್ಯಾರ್ಥಿ ಹಾಗೂ ಬೆಂಗಳೂರಿನ ರೇಕ್ಕೋ ಸಂಸ್ಥೆಯ ಸಿಇ ಪ್ರಕಾಶ್ ರುಕ್ಮಯ್ಯ xyxy=(635,1172,1034,1188)
